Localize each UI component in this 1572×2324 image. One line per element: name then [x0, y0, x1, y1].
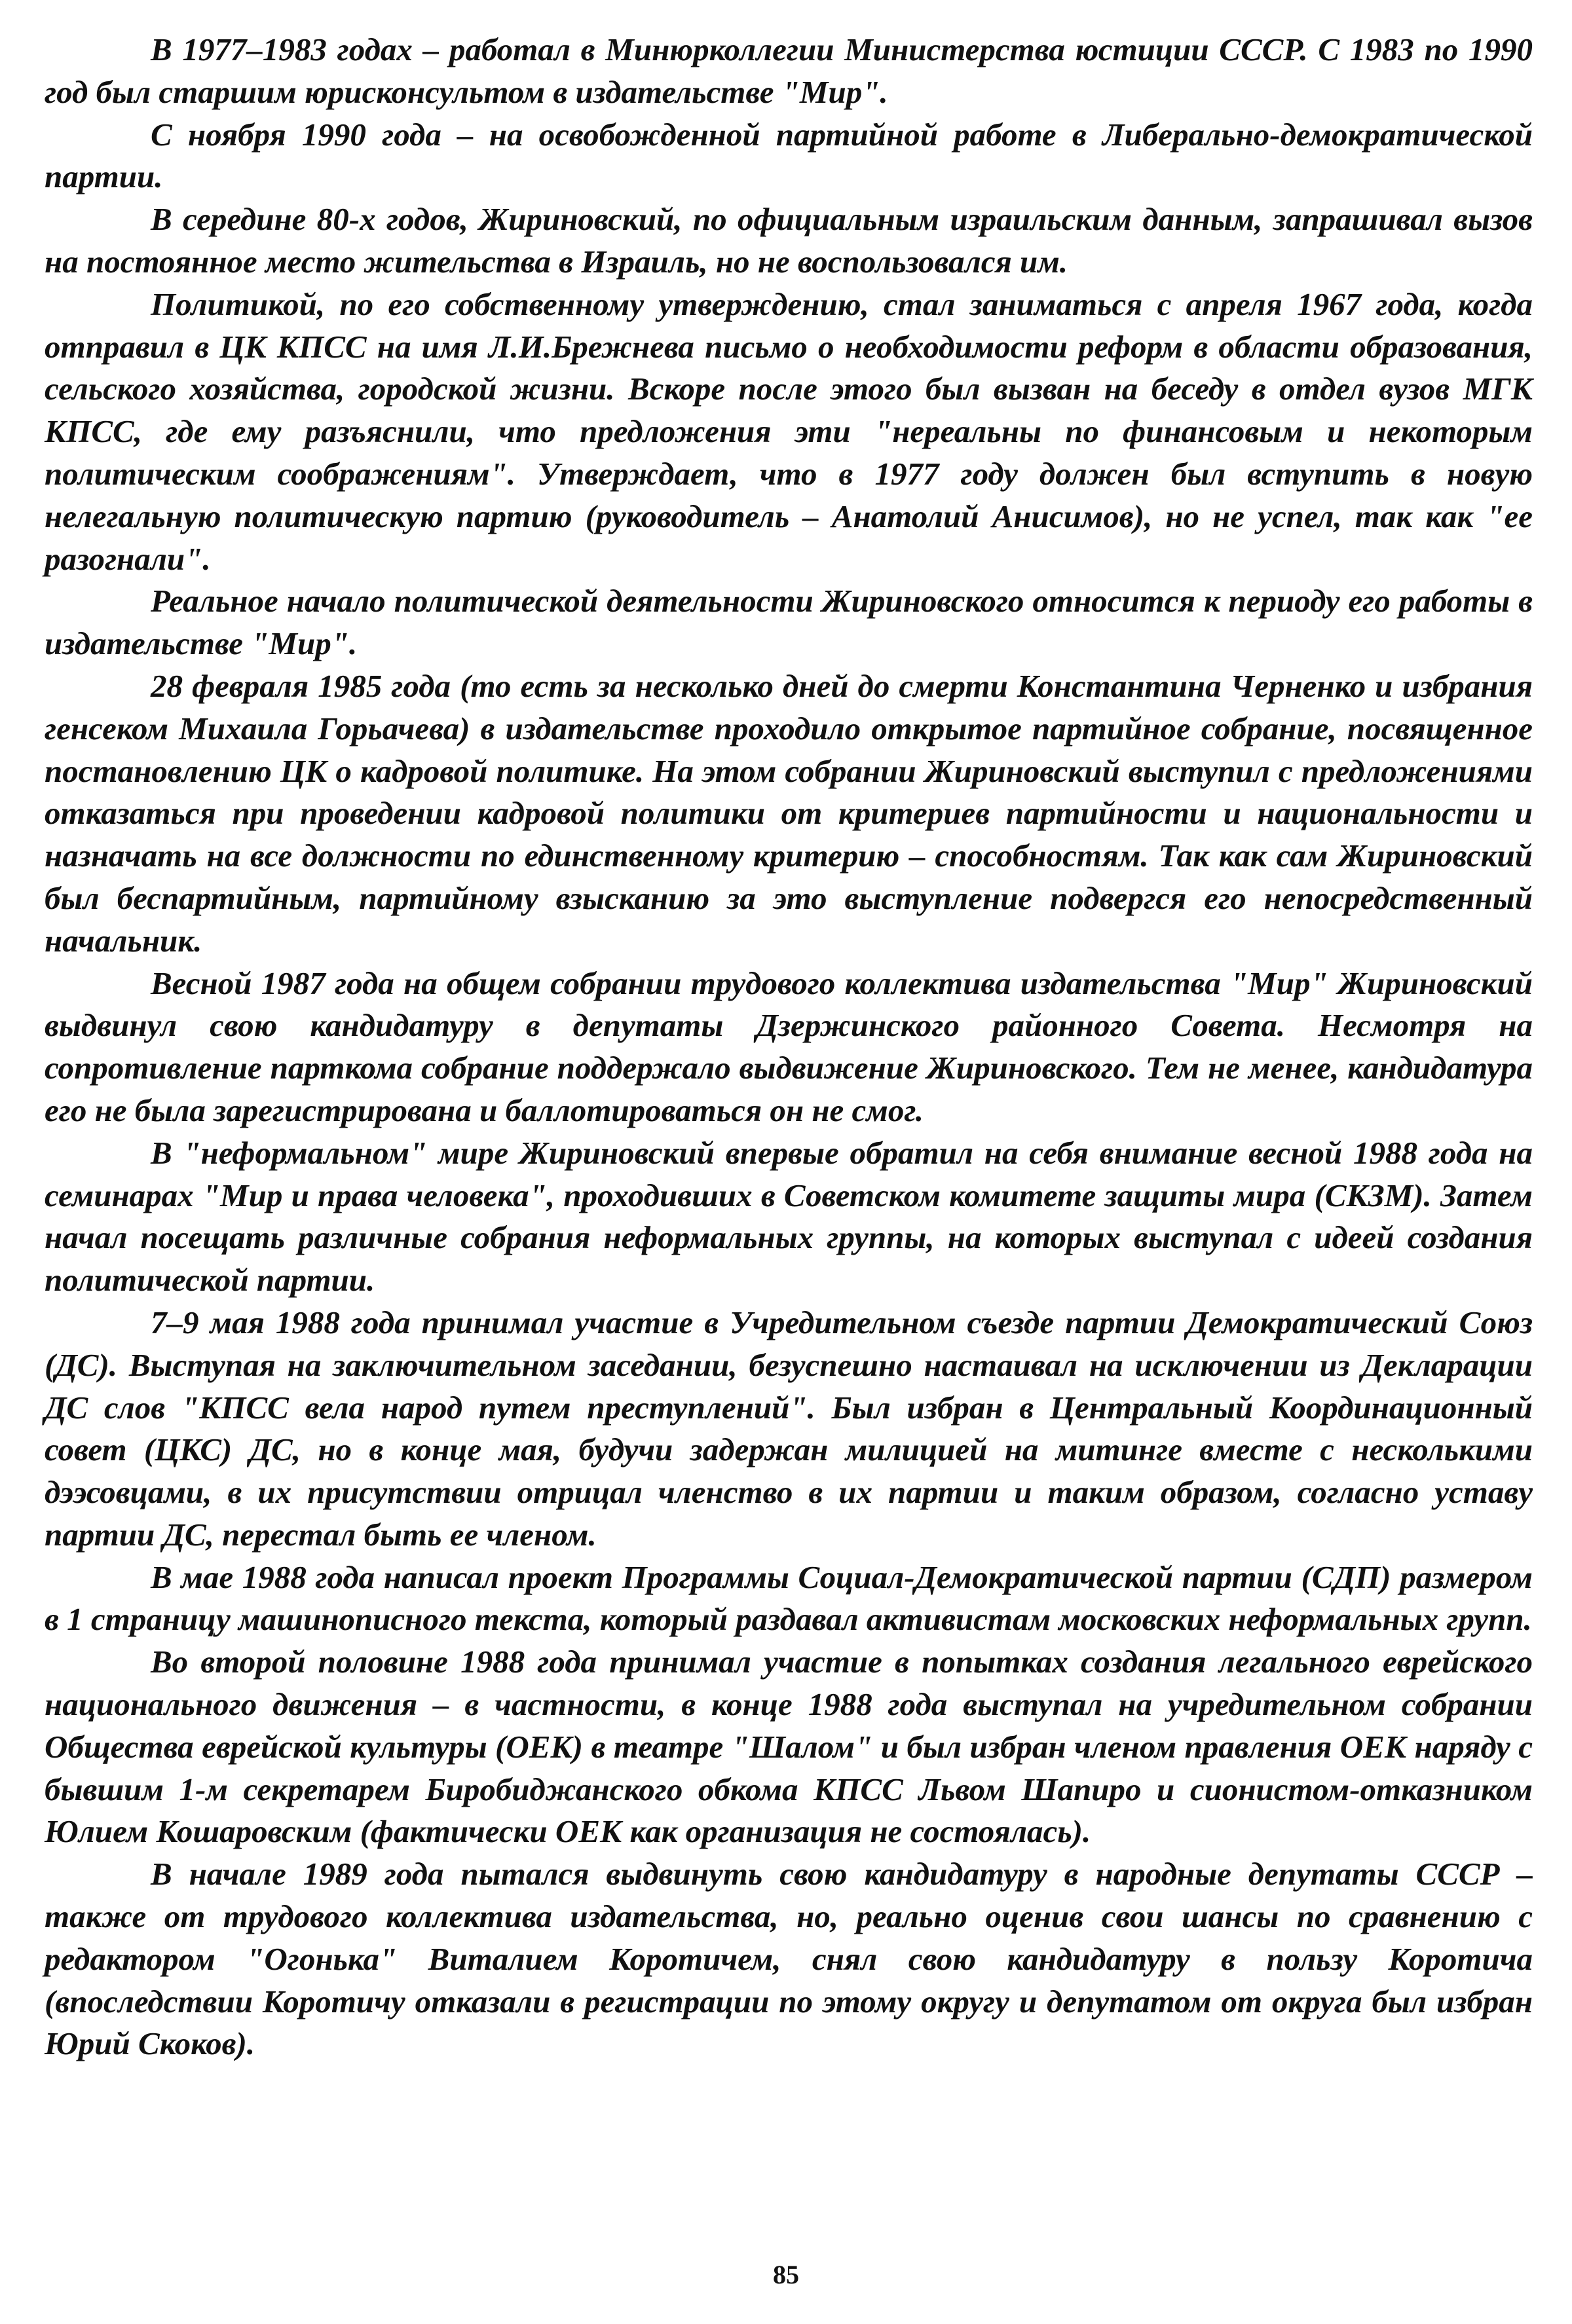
page-body: [45, 29, 1533, 2190]
paragraph-8: В "неформальном" мире Жириновский впервые обратил на себя внимание весной 1988 года на семинарах "Мир и права человека", проходивших в Советском комитете защиты мира (СКЗМ). Затем начал посещать различные собрания неформальных группы, на которых выступал с идеей создания политической партии.: [45, 1134, 1533, 1299]
paragraph-12: В начале 1989 года пытался выдвинуть свою кандидатуру в народные депутаты СССР – также от трудового коллектива издательства, но, реально оценив свои шансы по сравнению с редактором "Огонька" Виталием Коротичем, снял свою кандидатуру в пользу Коротича (впоследствии Коротичу отказали в регистрации по этому округу и депутатом от округа был избран Юрий Скоков).: [45, 1856, 1533, 2062]
paragraph-5: Реальное начало политической деятельности Жириновского относится к периоду его работы в издательстве "Мир".: [45, 583, 1533, 662]
paragraph-10: В мае 1988 года написал проект Программы Социал-Демократической партии (СДП) размером в 1 страницу машинописного текста, который раздавал активистам московских неформальных групп.: [45, 1559, 1533, 1638]
paragraph-7: Весной 1987 года на общем собрании трудового коллектива издательства "Мир" Жириновский выдвинул свою кандидатуру в депутаты Дзержинского районного Совета. Несмотря на сопротивление парткома собрание поддержало выдвижение Жириновского. Тем не менее, кандидатура его не была зарегистрирована и баллотироваться он не смог.: [45, 965, 1533, 1128]
paragraph-11: Во второй половине 1988 года принимал участие в попытках создания легального еврейского национального движения – в частности, в конце 1988 года выступал на учредительном собрании Общества еврейской культуры (ОЕК) в театре "Шалом" и был избран членом правления ОЕК наряду с бывшим 1-м секретарем Биробиджанского обкома КПСС Львом Шапиро и сионистом-отказником Юлием Кошаровским (фактически ОЕК как организация не состоялась).: [45, 1644, 1533, 1850]
page-number: 85: [773, 2260, 799, 2289]
paragraph-1: В 1977–1983 годах – работал в Минюрколлегии Министерства юстиции СССР. С 1983 по 1990 год был старшим юрисконсультом в издательстве "Мир".: [45, 31, 1533, 110]
paragraph-9: 7–9 мая 1988 года принимал участие в Учредительном съезде партии Демократический Союз (ДС). Выступая на заключительном заседании, безуспешно настаивал на исключении из Декларации ДС слов "КПСС вела народ путем преступлений". Был избран в Центральный Координационный совет (ЦКС) ДС, но в конце мая, будучи задержан милицией на митинге вместе с несколькими дээсовцами, в их присутствии отрицал членство в их партии и таким образом, согласно уставу партии ДС, перестал быть ее членом.: [45, 1304, 1533, 1553]
paragraph-2: С ноября 1990 года – на освобожденной партийной работе в Либерально-демократической партии.: [45, 116, 1533, 195]
paragraph-4: Политикой, по его собственному утверждению, стал заниматься с апреля 1967 года, когда отправил в ЦК КПСС на имя Л.И.Брежнева письмо о необходимости реформ в области образования, сельского хозяйства, городской жизни. Вскоре после этого был вызван на беседу в отдел вузов МГК КПСС, где ему разъяснили, что предложения эти "нереальны по финансовым и некоторым политическим соображениям". Утверждает, что в 1977 году должен был вступить в новую нелегальную политическую партию (руководитель – Анатолий Анисимов), но не успел, так как "ее разогнали".: [45, 286, 1533, 577]
paragraph-6: 28 февраля 1985 года (то есть за несколько дней до смерти Константина Черненко и избрания генсеком Михаила Горьачева) в издательстве проходило открытое партийное собрание, посвященное постановлению ЦК о кадровой политике. На этом собрании Жириновский выступил с предложениями отказаться при проведении кадровой политики от критериев партийности и национальности и назначать на все должности по единственному критерию – способностям. Так как сам Жириновский был беспартийным, партийному взысканию за это выступление подвергся его непосредственный начальник.: [45, 667, 1533, 959]
paragraph-3: В середине 80-х годов, Жириновский, по официальным израильским данным, запрашивал вызов на постоянное место жительства в Израиль, но не воспользовался им.: [45, 201, 1533, 280]
